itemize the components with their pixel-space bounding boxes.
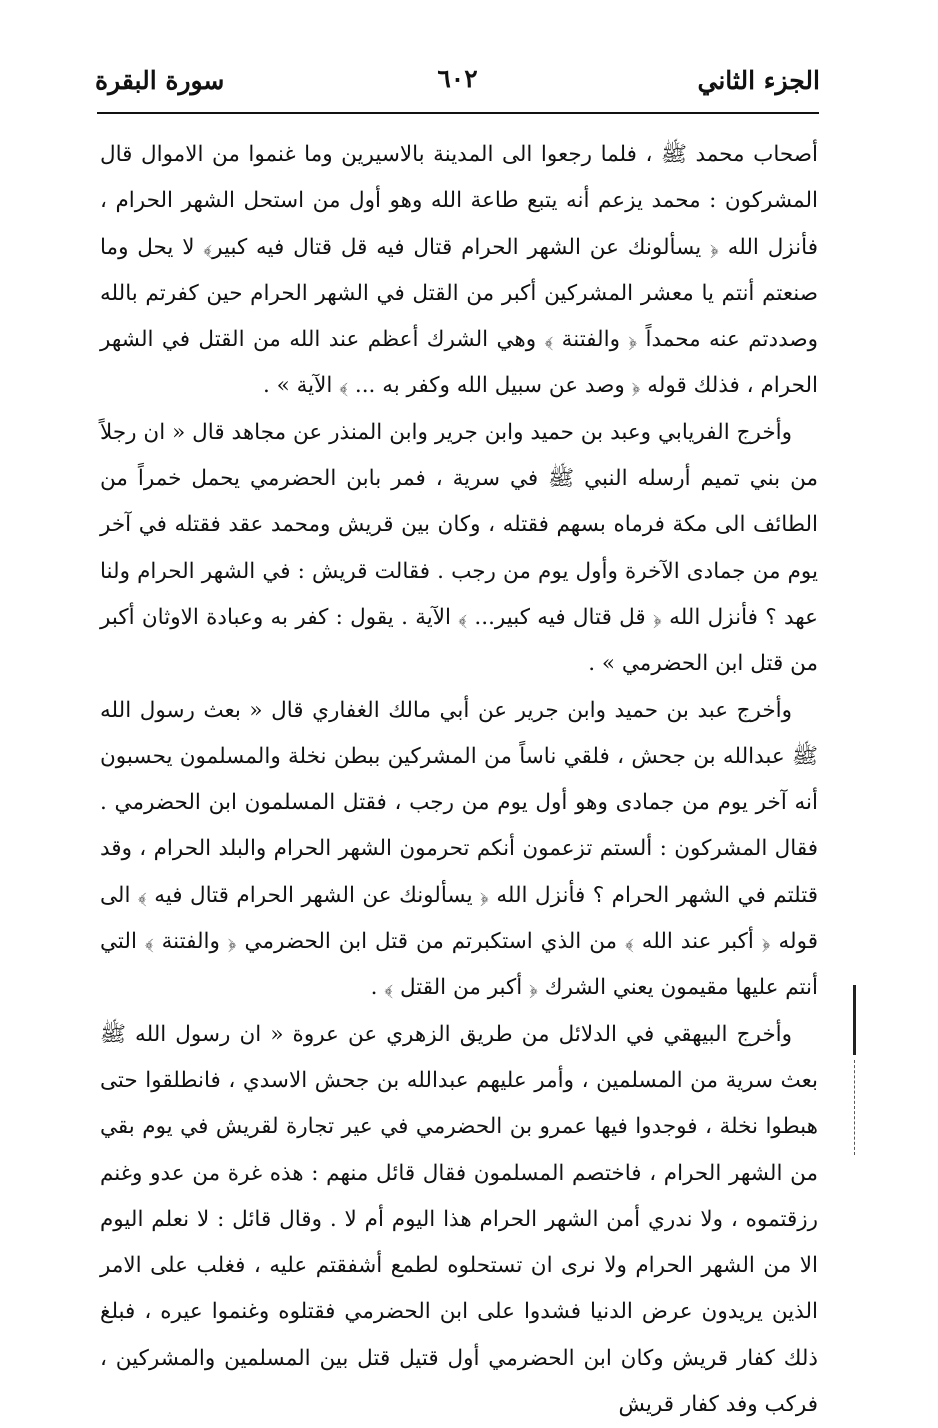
margin-mark <box>848 975 860 1160</box>
part-label: الجزء الثاني <box>697 66 820 95</box>
paragraph: وأخرج البيهقي في الدلائل من طريق الزهري عن عروة « ان رسول الله ﷺ بعث سرية من المسلمين ، وأمر عليهم عبدالله بن جحش الاسدي ، فانطلقوا حتى هبطوا نخلة ، فوجدوا فيها عمرو بن الحضرمي في عير تجارة لقريش في يوم بقي من الشهر الحرام ، فاختصم المسلمون فقال قائل منهم : هذه غرة من عدو وغنم رزقتموه ، ولا ندري أمن الشهر الحرام هذا اليوم أم لا . وقال قائل : لا نعلم اليوم الا من الشهر الحرام ولا نرى ان تستحلوه لطمع أشفقتم عليه ، فغلب على الامر الذين يريدون عرض الدنيا فشدوا على ابن الحضرمي فقتلوه وغنموا عيره ، فبلغ ذلك كفار قريش وكان ابن الحضرمي أول قتيل قتل بين المسلمين والمشركين ، فركب وفد كفار قريش <box>100 1021 818 1418</box>
body-text <box>100 132 818 1428</box>
header-divider <box>97 112 819 114</box>
surah-title: سورة البقرة <box>95 66 225 95</box>
paragraph: وأخرج عبد بن حميد وابن جرير عن أبي مالك الغفاري قال « بعث رسول الله ﷺ عبدالله بن جحش ، فلقي ناساً من المشركين ببطن نخلة والمسلمون يحسبون أنه آخر يوم من جمادى وهو أول يوم من رجب ، فقتل المسلمون ابن الحضرمي . فقال المشركون : ألستم تزعمون أنكم تحرمون الشهر الحرام والبلد الحرام ، وقد قتلتم في الشهر الحرام ؟ فأنزل الله ﴿ يسألونك عن الشهر الحرام قتال فيه ﴾ الى قوله ﴿ أكبر عند الله ﴾ من الذي استكبرتم من قتل ابن الحضرمي ﴿ والفتنة ﴾ التي أنتم عليها مقيمون يعني الشرك ﴿ أكبر من القتل ﴾ . <box>100 697 818 1001</box>
page-number: ٦٠٢ <box>437 64 478 93</box>
margin-dots <box>854 1060 856 1155</box>
paragraph: أصحاب محمد ﷺ ، فلما رجعوا الى المدينة بالاسيرين وما غنموا من الاموال قال المشركون : محمد يزعم أنه يتبع طاعة الله وهو أول من استحل الشهر الحرام ، فأنزل الله ﴿ يسألونك عن الشهر الحرام قتال فيه قل قتال فيه كبير﴾ لا يحل وما صنعتم أنتم يا معشر المشركين أكبر من القتل في الشهر الحرام حين كفرتم بالله وصددتم عنه محمداً ﴿ والفتنة ﴾ وهي الشرك أعظم عند الله من القتل في الشهر الحرام ، فذلك قوله ﴿ وصد عن سبيل الله وكفر به ... ﴾ الآية » . <box>100 142 818 399</box>
running-header <box>95 58 820 106</box>
paragraph: وأخرج الفريابي وعبد بن حميد وابن جرير وابن المنذر عن مجاهد قال « ان رجلاً من بني تميم أرسله النبي ﷺ في سرية ، فمر بابن الحضرمي يحمل خمراً من الطائف الى مكة فرماه بسهم فقتله ، وكان بين قريش ومحمد عقد فقتله في آخر يوم من جمادى الآخرة وأول يوم من رجب . فقالت قريش : في الشهر الحرام ولنا عهد ؟ فأنزل الله ﴿ قل قتال فيه كبير... ﴾ الآية . يقول : كفر به وعبادة الاوثان أكبر من قتل ابن الحضرمي » . <box>100 419 818 677</box>
margin-bar <box>853 985 856 1055</box>
